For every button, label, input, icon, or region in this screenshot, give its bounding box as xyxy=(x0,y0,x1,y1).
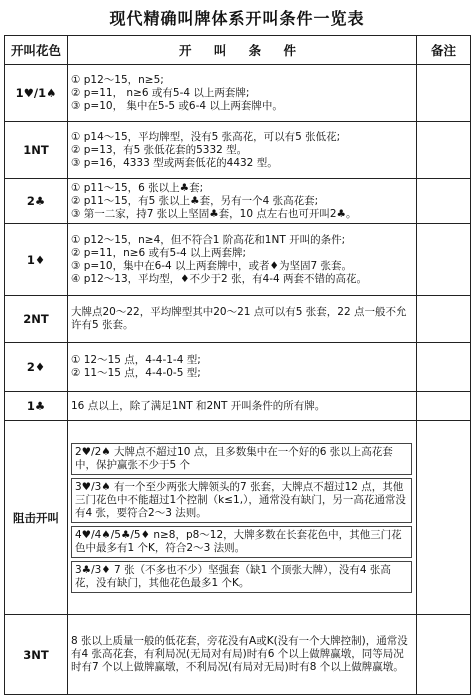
row-conditions xyxy=(68,615,417,695)
row-conditions xyxy=(68,65,417,122)
table-row xyxy=(5,343,471,392)
table-row xyxy=(5,122,471,179)
row-note xyxy=(417,296,471,343)
row-note xyxy=(417,65,471,122)
row-conditions xyxy=(68,122,417,179)
condition-line: ② p=11，n≥6 或有5-4 以上两套牌; xyxy=(71,246,247,259)
row-suit-name: 1♦ xyxy=(5,224,68,296)
condition-line: ③ p=10，集中在6-4 以上两套牌中，或者♦为坚固7 张套。 xyxy=(71,259,352,272)
condition-line: ① p12～15，n≥5; xyxy=(71,73,164,86)
condition-line: ② p=11， n≥6 或有5-4 以上两套牌; xyxy=(71,86,250,99)
row-suit-name: 1NT xyxy=(5,122,68,179)
condition-line: ① p11～15，6 张以上♣套; xyxy=(71,181,204,194)
preempt-block: 3♣/3♦ 7 张（不多也不少）坚强套（缺1 个顶张大牌），没有4 张高花，没有缺门，其他花色最多1 个K。 xyxy=(71,561,412,593)
condition-line: ① 12～15 点，4-4-1-4 型; xyxy=(71,354,201,366)
preempt-block: 2♥/2♠ 大牌点不超过10 点，且多数集中在一个好的6 张以上高花套中，保护赢张不少于5 个 xyxy=(71,443,412,475)
condition-line: ③ p=16，4333 型或两套低花的4432 型。 xyxy=(71,156,278,169)
row-suit-name: 1♥/1♠ xyxy=(5,65,68,122)
table-header-row xyxy=(5,36,471,65)
condition-line: 16 点以上，除了满足1NT 和2NT 开叫条件的所有牌。 xyxy=(71,399,326,412)
preempt-block: 3♥/3♠ 有一个至少两张大牌领头的7 张套，大牌点不超过12 点，其他三门花色中不能超过1个控制（k≤1,），通常没有缺门，另一高花通常没有4 张，要符合2～3 法则。 xyxy=(71,478,412,523)
row-suit-name: 2♣ xyxy=(5,179,68,224)
row-conditions xyxy=(68,392,417,421)
row-conditions xyxy=(68,343,417,392)
page-title: 现代精确叫牌体系开叫条件一览表 xyxy=(109,9,365,28)
row-suit-name: 2NT xyxy=(5,296,68,343)
header-opening-suit: 开叫花色 xyxy=(5,36,68,65)
table-row xyxy=(5,615,471,695)
row-conditions xyxy=(68,296,417,343)
condition-line: ① p14～15，平均牌型，没有5 张高花，可以有5 张低花; xyxy=(71,130,341,143)
row-note xyxy=(417,343,471,392)
table-row xyxy=(5,224,471,296)
condition-line: 大牌点20～22，平均牌型其中20～21 点可以有5 张套，22 点一般不允许有5 张套。 xyxy=(71,306,407,331)
row-note xyxy=(417,615,471,695)
header-notes: 备注 xyxy=(417,36,471,65)
row-note xyxy=(417,421,471,615)
condition-line: ① p12～15，n≥4，但不符合1 阶高花和1NT 开叫的条件; xyxy=(71,233,346,246)
row-suit-name: 1♣ xyxy=(5,392,68,421)
row-suit-name: 阻击开叫 xyxy=(5,421,68,615)
preempt-block: 4♥/4♠/5♣/5♦ n≥8，p8～12，大牌多数在长套花色中，其他三门花色中最多有1 个K，符合2～3 法则。 xyxy=(71,526,412,558)
opening-bids-table xyxy=(4,35,471,695)
row-suit-name: 3NT xyxy=(5,615,68,695)
row-note xyxy=(417,392,471,421)
row-note xyxy=(417,224,471,296)
row-conditions xyxy=(68,421,417,615)
row-conditions xyxy=(68,179,417,224)
table-row xyxy=(5,392,471,421)
table-row xyxy=(5,296,471,343)
row-suit-name: 2♦ xyxy=(5,343,68,392)
condition-line: ② p=13，有5 张低花套的5332 型。 xyxy=(71,143,248,156)
header-opening-conditions: 开 叫 条 件 xyxy=(68,36,417,65)
row-note xyxy=(417,179,471,224)
condition-line: ② 11～15 点，4-4-0-5 型; xyxy=(71,367,201,379)
condition-line: 8 张以上质量一般的低花套，旁花没有A或K(没有一个大牌控制)，通常没有4 张高花套，有利局况(无局对有局)时有6 个以上做牌赢墩，同等局况时有7 个以上做牌赢墩，不利局况(有局对无局)时有8 个以上做牌赢墩。 xyxy=(71,635,408,673)
condition-line: ③ 第一二家，持7 张以上坚固♣套，10 点左右也可开叫2♣。 xyxy=(71,207,357,220)
row-conditions xyxy=(68,224,417,296)
table-row xyxy=(5,421,471,615)
row-note xyxy=(417,122,471,179)
condition-line: ③ p=10， 集中在5-5 或6-4 以上两套牌中。 xyxy=(71,99,283,112)
condition-line: ④ p12～13，平均型，♦不少于2 张，有4-4 两套不错的高花。 xyxy=(71,272,368,285)
table-row xyxy=(5,179,471,224)
table-row xyxy=(5,65,471,122)
condition-line: ② p11～15，有5 张以上♣套，另有一个4 张高花套; xyxy=(71,194,319,207)
